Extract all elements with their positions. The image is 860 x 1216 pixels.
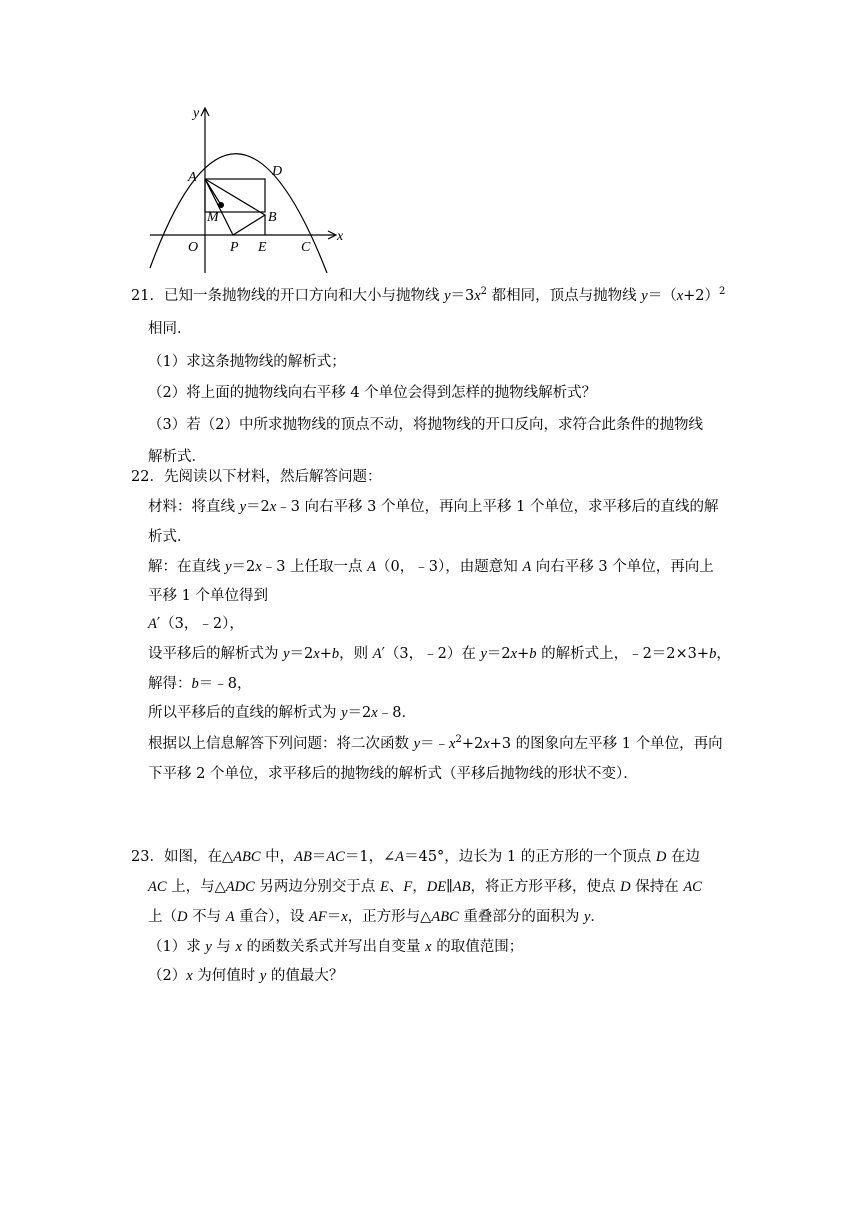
parabola-figure [140,95,350,277]
q23-part2: （2）x 为何值时 y 的值最大？ [148,968,344,984]
q23-line2: AC 上，与△ADC 另两边分别交于点 E、F，DE∥AB，将正方形平移，使点 D 保持在 AC [148,879,702,895]
label-d: D [272,164,283,179]
q21-part3: （3）若（2）中所求抛物线的顶点不动，将抛物线的开口反向，求符合此条件的抛物线 [148,417,703,433]
q21-part3-cont: 解析式． [148,449,206,465]
q21-line1: 21．已知一条抛物线的开口方向和大小与抛物线 $y=3x^2$ 都相同，顶点与抛物线 $y=(x+2)^2$ [131,286,726,304]
q22-title: 22．先阅读以下材料，然后解答问题： [131,469,382,485]
q23-line1: 23．如图，在△ABC 中，AB＝AC＝1，∠A＝45°，边长为 1 的正方形的一个顶点 D 在边 [131,849,700,865]
segment-am [205,179,221,205]
label-a: A [188,170,197,185]
q22-solution-line4: 设平移后的解析式为 y＝2x+b，则 A′（3，﹣2）在 y＝2x+b 的解析式上，﹣2＝2×3+b， [148,646,731,662]
q21-part1: （1）求这条抛物线的解析式； [148,354,346,370]
q22-task-line1: 根据以上信息解答下列问题：将二次函数 $y=﹣x^2+2x+3$ 的图象向左平移 1 个单位，再向 [148,734,723,752]
q22-task-line2: 下平移 2 个单位，求平移后的抛物线的解析式（平移后抛物线的形状不变）． [148,766,638,782]
label-o: O [188,240,199,255]
q22-solution-line2: 平移 1 个单位得到 [148,588,268,604]
q23-line3: 上（D 不与 A 重合），设 AF＝x，正方形与△ABC 重叠部分的面积为 y． [148,909,605,925]
label-x: x [337,229,344,244]
q23-part1: （1）求 y 与 x 的函数关系式并写出自变量 x 的取值范围； [148,939,524,955]
label-e: E [258,240,267,255]
q22-material-line1: 材料：将直线 y＝2x﹣3 向右平移 3 个单位，再向上平移 1 个单位，求平移后的直线的解 [148,499,719,515]
label-c: C [301,240,311,255]
q22-solution-line6: 所以平移后的直线的解析式为 y＝2x﹣8． [148,705,416,721]
q22-solution-line5: 解得：b＝﹣8， [148,676,252,692]
q22-solution-line1: 解：在直线 y＝2x﹣3 上任取一点 A（0，﹣3），由题意知 A 向右平移 3 个单位，再向上 [148,559,714,575]
q22-material-line2: 析式． [148,529,192,545]
label-b: B [268,210,277,225]
label-m: M [207,210,219,225]
q21-line2: 相同． [148,321,192,337]
parabola-figure-svg [140,95,350,277]
parabola-curve [150,154,327,273]
q21-part2: （2）将上面的抛物线向右平移 4 个单位会得到怎样的抛物线解析式？ [148,385,597,401]
label-y: y [193,106,200,121]
triangle-apb [205,179,265,235]
label-p: P [230,240,239,255]
q22-solution-line3: A′（3，﹣2）， [148,616,244,632]
